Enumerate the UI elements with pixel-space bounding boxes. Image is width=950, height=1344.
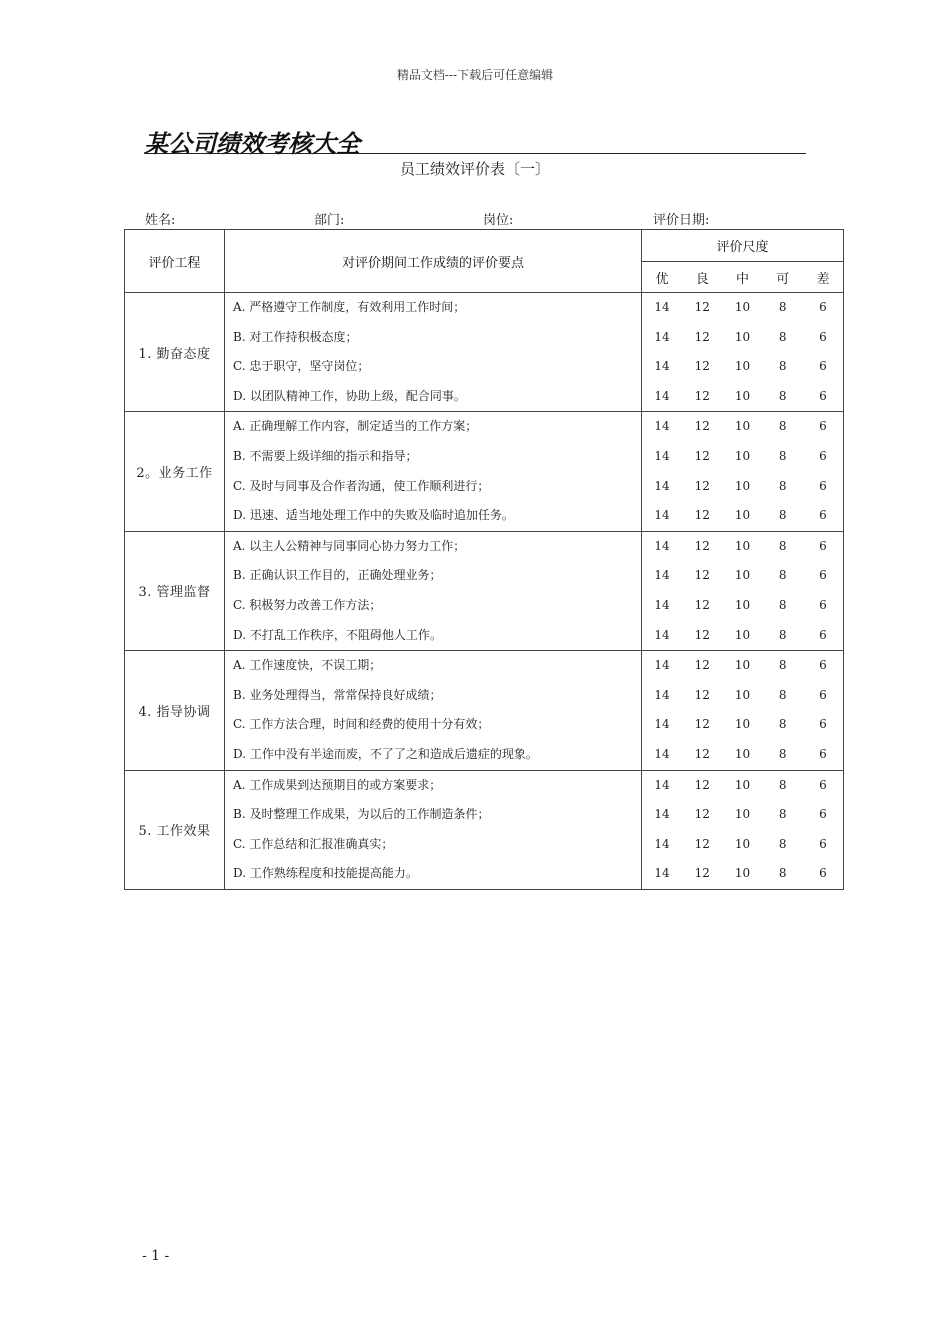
score-value: 8 <box>778 448 787 463</box>
post-label: 岗位: <box>483 213 514 228</box>
score-value: 8 <box>778 508 787 523</box>
score-value: 6 <box>819 388 827 403</box>
score-value: 8 <box>778 329 787 344</box>
score-value: 6 <box>819 478 827 493</box>
header-evaluation-points: 对评价期间工作成绩的评价要点 <box>225 230 642 293</box>
evaluation-point: D. 不打乱工作秩序，不阻碍他人工作。 <box>233 627 442 642</box>
score-value: 14 <box>654 836 670 851</box>
score-value: 8 <box>778 866 787 881</box>
evaluation-point: C. 及时与同事及合作者沟通，使工作顺利进行； <box>233 478 490 493</box>
score-value: 10 <box>734 538 751 553</box>
category-scores <box>642 770 844 889</box>
score-value: 10 <box>734 329 751 344</box>
score-value: 6 <box>819 627 827 642</box>
evaluation-point: B. 不需要上级详细的指示和指导； <box>233 448 418 463</box>
department-label: 部门: <box>314 213 345 228</box>
score-value: 12 <box>694 807 710 822</box>
category-row <box>125 651 844 770</box>
score-value: 8 <box>778 568 787 583</box>
score-value: 10 <box>734 300 751 314</box>
score-value: 12 <box>694 836 710 851</box>
score-row <box>642 651 843 681</box>
evaluation-point: A. 以主人公精神与同事同心协力努力工作； <box>233 538 466 553</box>
category-row <box>125 412 844 531</box>
score-value: 12 <box>694 777 710 792</box>
evaluation-point: C. 忠于职守，坚守岗位； <box>233 359 370 374</box>
category-points <box>225 770 642 889</box>
score-value: 14 <box>654 658 670 673</box>
score-value: 14 <box>654 419 670 434</box>
score-value: 14 <box>654 300 670 314</box>
header-note: 精品文档---下载后可任意编辑 <box>396 68 554 82</box>
score-value: 8 <box>778 419 787 434</box>
score-value: 14 <box>654 777 670 792</box>
score-value: 6 <box>819 300 827 314</box>
score-value: 12 <box>694 419 710 434</box>
score-value: 6 <box>819 419 827 434</box>
score-value: 10 <box>734 836 751 851</box>
score-value: 14 <box>654 627 670 642</box>
score-value: 6 <box>819 597 827 612</box>
score-value: 12 <box>694 478 710 493</box>
score-value: 12 <box>694 300 710 314</box>
category-name: 5. 工作效果 <box>125 770 225 889</box>
score-value: 6 <box>819 746 827 761</box>
category-points <box>225 531 642 650</box>
score-value: 8 <box>778 538 787 553</box>
category-row <box>125 293 844 412</box>
scale-level-label: 优 <box>655 271 669 287</box>
document-title: 某公司绩效考核大全 <box>144 130 360 158</box>
score-row <box>642 710 843 740</box>
evaluation-point: B. 正确认识工作目的，正确处理业务； <box>233 568 442 583</box>
score-value: 14 <box>654 746 670 761</box>
score-value: 6 <box>819 448 827 463</box>
score-value: 12 <box>694 448 710 463</box>
category-scores <box>642 412 844 531</box>
score-value: 10 <box>734 746 751 761</box>
evaluation-point: C. 积极努力改善工作方法； <box>233 597 382 612</box>
score-value: 6 <box>819 717 827 732</box>
category-points <box>225 651 642 770</box>
category-scores <box>642 531 844 650</box>
evaluation-point: A. 工作成果到达预期目的或方案要求； <box>233 777 442 792</box>
scale-level-label: 可 <box>776 271 790 287</box>
score-value: 8 <box>778 597 787 612</box>
evaluation-point: D. 工作熟练程度和技能提高能力。 <box>233 866 418 881</box>
score-row <box>642 352 843 382</box>
score-value: 12 <box>694 538 710 553</box>
score-value: 10 <box>734 508 751 523</box>
category-scores <box>642 651 844 770</box>
evaluation-point: C. 工作方法合理，时间和经费的使用十分有效； <box>233 717 490 732</box>
score-value: 10 <box>734 627 751 642</box>
score-value: 10 <box>734 717 751 732</box>
score-value: 12 <box>694 597 710 612</box>
score-value: 10 <box>734 597 751 612</box>
score-row <box>642 681 843 711</box>
evaluation-point: D. 工作中没有半途而废，不了了之和造成后遗症的现象。 <box>233 746 538 761</box>
score-value: 10 <box>734 388 751 403</box>
score-value: 14 <box>654 388 670 403</box>
score-value: 14 <box>654 478 670 493</box>
category-scores <box>642 293 844 412</box>
score-value: 12 <box>694 568 710 583</box>
score-value: 14 <box>654 329 670 344</box>
page-number: - 1 - <box>142 1248 170 1264</box>
score-value: 6 <box>819 836 827 851</box>
score-value: 6 <box>819 508 827 523</box>
header-evaluation-scale: 评价尺度 <box>642 230 844 262</box>
category-name: 3. 管理监督 <box>125 531 225 650</box>
header-evaluation-item: 评价工程 <box>125 230 225 293</box>
evaluation-point: B. 对工作持积极态度； <box>233 329 358 344</box>
score-value: 14 <box>654 597 670 612</box>
score-value: 10 <box>734 478 751 493</box>
scale-level-label: 良 <box>695 271 709 287</box>
score-row <box>642 382 843 412</box>
category-row <box>125 531 844 650</box>
score-value: 6 <box>819 777 827 792</box>
score-value: 14 <box>654 448 670 463</box>
score-row <box>642 859 843 889</box>
score-value: 14 <box>654 508 670 523</box>
score-value: 6 <box>819 687 827 702</box>
score-value: 10 <box>734 866 751 881</box>
score-row <box>642 800 843 830</box>
score-value: 8 <box>778 627 787 642</box>
score-value: 10 <box>734 687 751 702</box>
score-value: 12 <box>694 746 710 761</box>
category-name: 2。业务工作 <box>125 412 225 531</box>
evaluation-point: C. 工作总结和汇报准确真实； <box>233 836 394 851</box>
category-row <box>125 770 844 889</box>
score-value: 14 <box>654 717 670 732</box>
score-row <box>642 442 843 472</box>
score-value: 12 <box>694 717 710 732</box>
category-points <box>225 412 642 531</box>
score-value: 6 <box>819 658 827 673</box>
score-row <box>642 412 843 442</box>
evaluation-point: A. 严格遵守工作制度，有效利用工作时间； <box>233 300 466 314</box>
score-row <box>642 830 843 860</box>
score-value: 10 <box>734 419 751 434</box>
score-value: 14 <box>654 807 670 822</box>
evaluation-date-label: 评价日期: <box>653 213 710 228</box>
scale-level-label: 中 <box>735 271 749 287</box>
evaluation-point: A. 正确理解工作内容，制定适当的工作方案； <box>233 419 478 434</box>
evaluation-point: D. 迅速、适当地处理工作中的失败及临时追加任务。 <box>233 508 514 523</box>
score-value: 10 <box>734 658 751 673</box>
score-value: 10 <box>734 359 751 374</box>
evaluation-point: B. 及时整理工作成果，为以后的工作制造条件； <box>233 807 490 822</box>
score-value: 14 <box>654 359 670 374</box>
score-value: 12 <box>694 687 710 702</box>
evaluation-point: A. 工作速度快，不误工期； <box>233 658 382 673</box>
score-row <box>642 740 843 770</box>
form-title: 员工绩效评价表〔一〕 <box>399 160 550 178</box>
score-row <box>642 771 843 801</box>
category-points <box>225 293 642 412</box>
score-value: 8 <box>778 777 787 792</box>
score-row <box>642 472 843 502</box>
score-value: 8 <box>778 807 787 822</box>
score-value: 12 <box>694 508 710 523</box>
score-value: 14 <box>654 538 670 553</box>
score-value: 6 <box>819 359 827 374</box>
score-value: 12 <box>694 388 710 403</box>
category-name: 4. 指导协调 <box>125 651 225 770</box>
evaluation-point: B. 业务处理得当，常常保持良好成绩； <box>233 687 442 702</box>
score-value: 10 <box>734 777 751 792</box>
scale-levels-header <box>642 262 844 293</box>
score-value: 6 <box>819 329 827 344</box>
name-label: 姓名: <box>145 213 176 228</box>
score-row <box>642 532 843 562</box>
score-value: 10 <box>734 568 751 583</box>
score-value: 6 <box>819 568 827 583</box>
score-value: 12 <box>694 359 710 374</box>
score-row <box>642 621 843 651</box>
evaluation-table <box>124 229 844 890</box>
score-value: 14 <box>654 687 670 702</box>
score-value: 6 <box>819 807 827 822</box>
score-value: 8 <box>778 359 787 374</box>
score-value: 14 <box>654 866 670 881</box>
title-underline <box>144 153 806 154</box>
score-value: 14 <box>654 568 670 583</box>
evaluation-point: D. 以团队精神工作，协助上级，配合同事。 <box>233 388 466 403</box>
score-value: 10 <box>734 807 751 822</box>
score-row <box>642 323 843 353</box>
score-value: 8 <box>778 478 787 493</box>
scale-level-label: 差 <box>816 271 830 287</box>
score-row <box>642 501 843 531</box>
score-value: 8 <box>778 746 787 761</box>
score-row <box>642 591 843 621</box>
score-value: 12 <box>694 329 710 344</box>
category-name: 1. 勤奋态度 <box>125 293 225 412</box>
score-value: 8 <box>778 687 787 702</box>
score-value: 8 <box>778 717 787 732</box>
score-row <box>642 561 843 591</box>
score-value: 12 <box>694 658 710 673</box>
score-value: 6 <box>819 866 827 881</box>
score-value: 12 <box>694 627 710 642</box>
score-value: 8 <box>778 300 787 314</box>
score-value: 6 <box>819 538 827 553</box>
score-value: 8 <box>778 836 787 851</box>
score-value: 10 <box>734 448 751 463</box>
score-value: 8 <box>778 658 787 673</box>
score-value: 8 <box>778 388 787 403</box>
score-row <box>642 293 843 323</box>
score-value: 12 <box>694 866 710 881</box>
